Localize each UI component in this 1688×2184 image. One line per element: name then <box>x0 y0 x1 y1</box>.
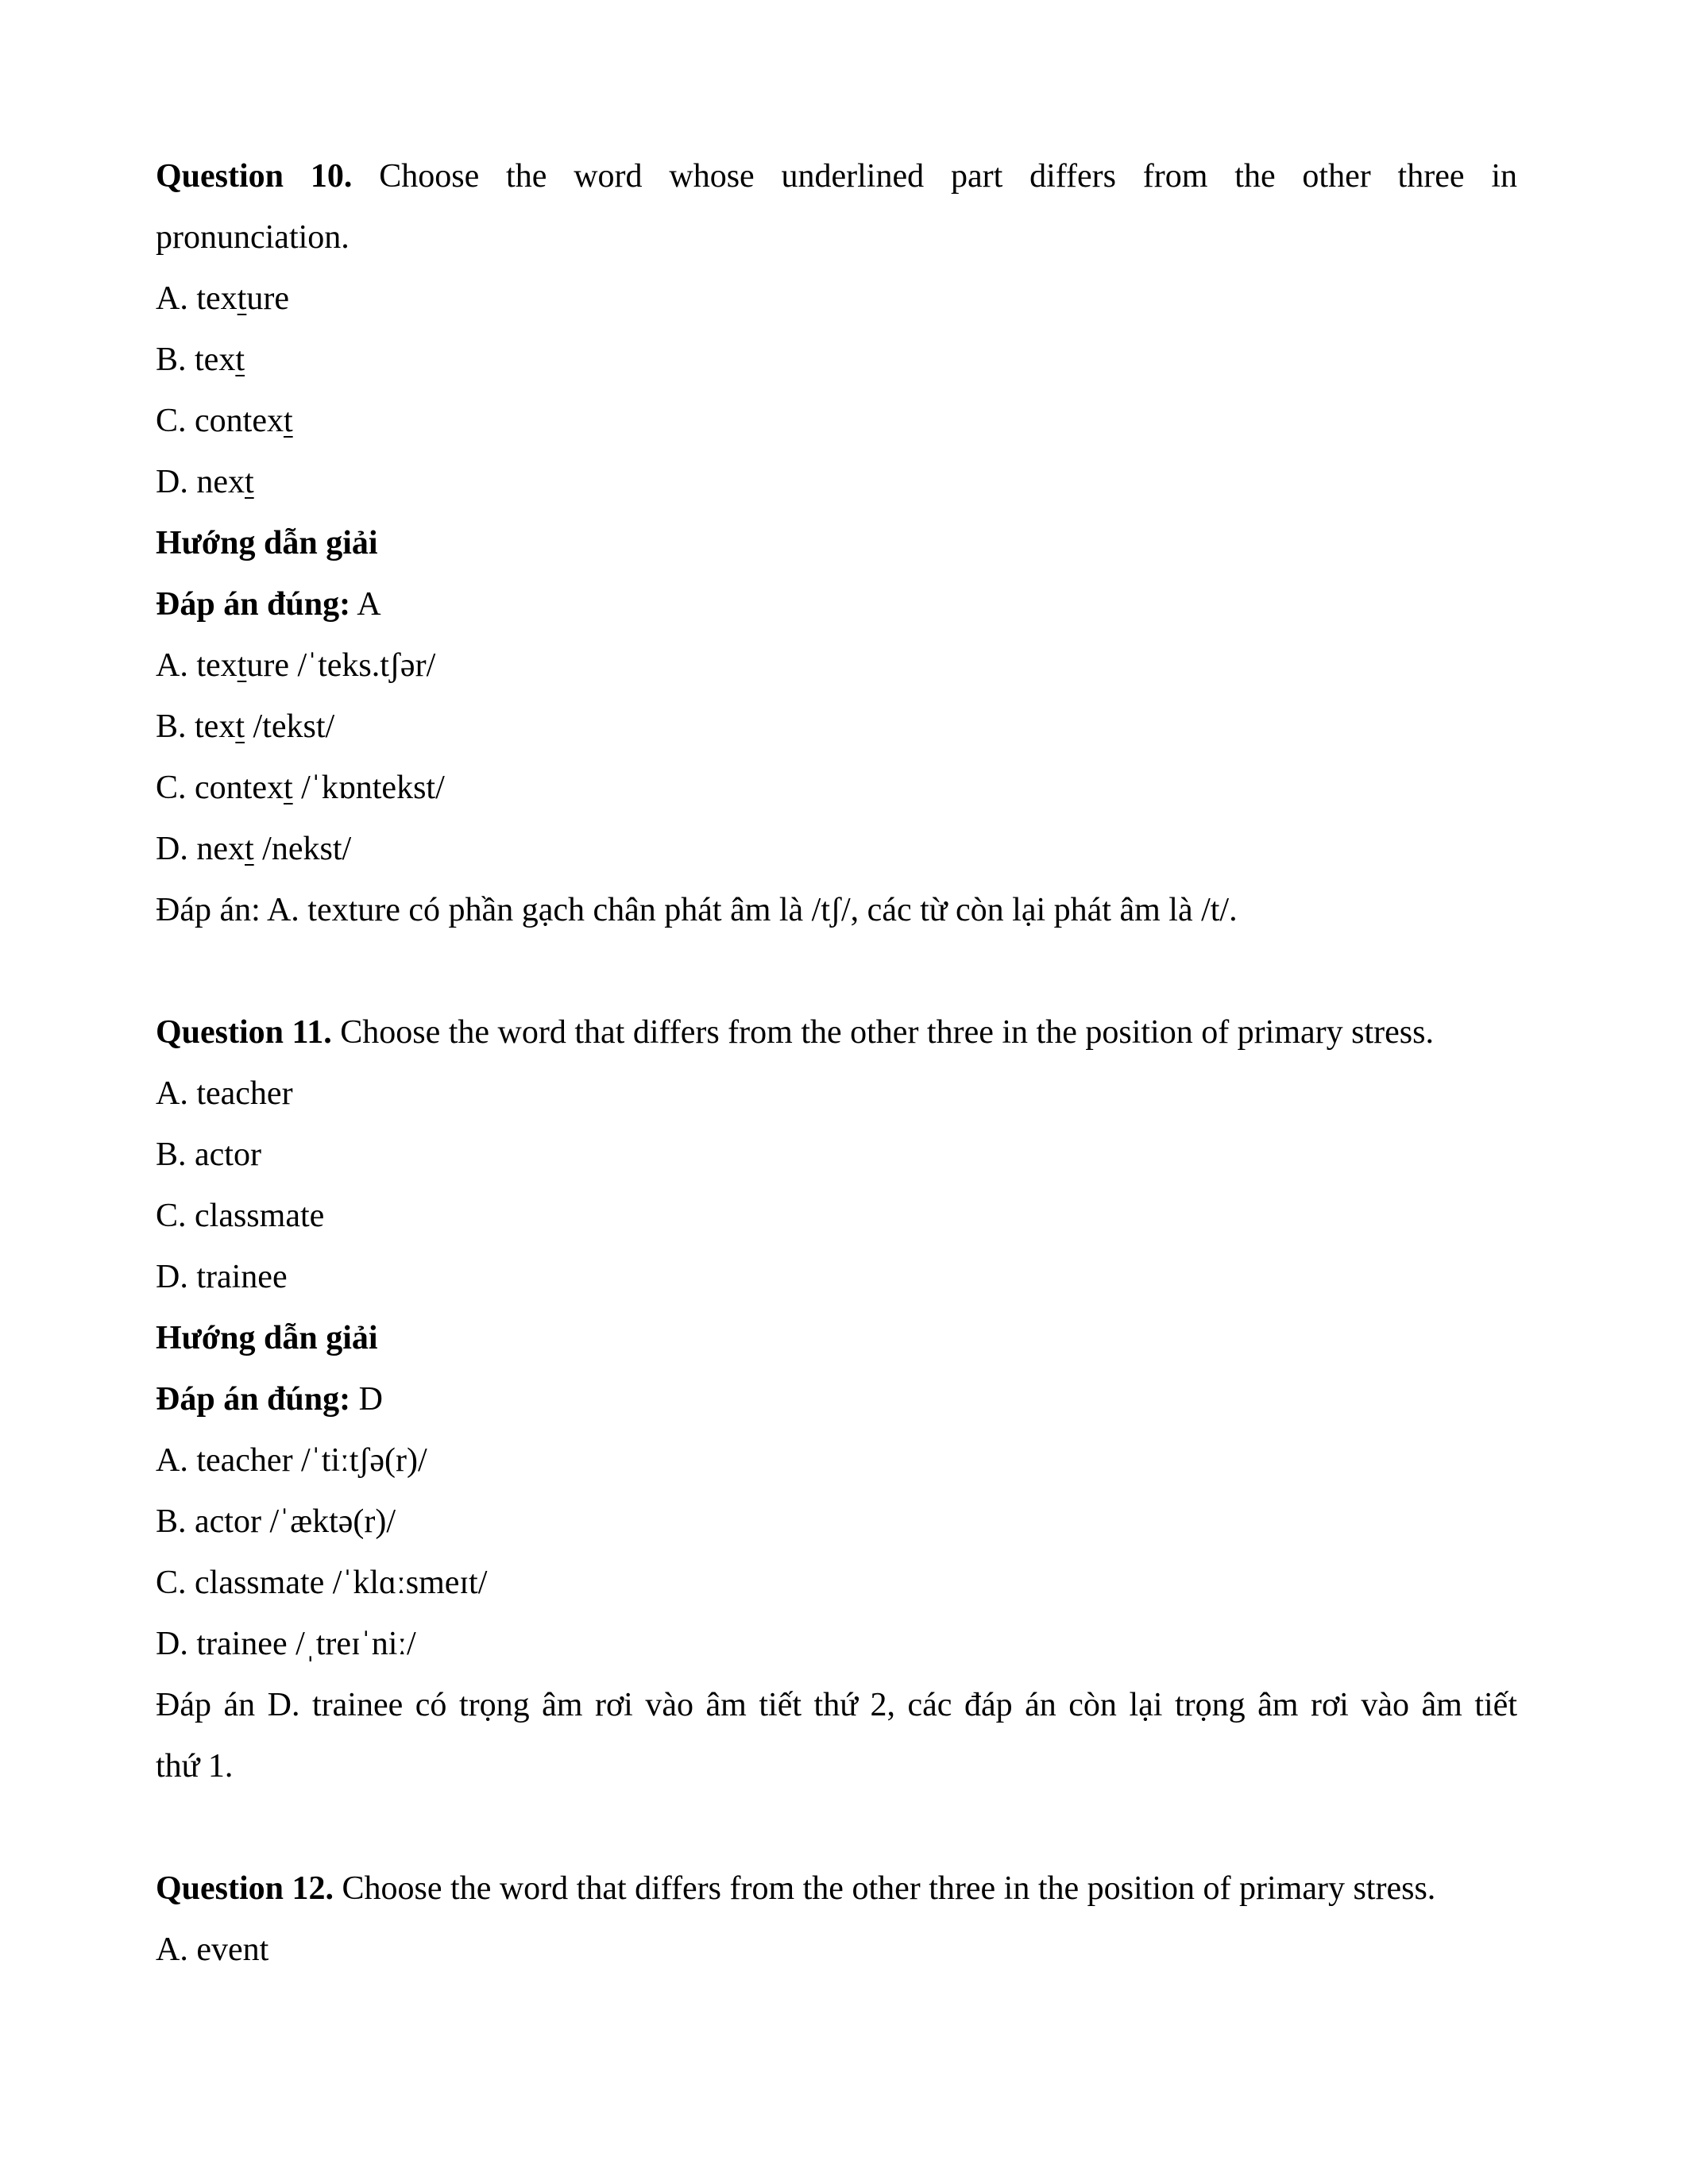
q11-conclusion: Đáp án D. trainee có trọng âm rơi vào âm tiết thứ 2, các đáp án còn lại trọng âm rơi vào âm tiết <box>156 1687 1517 1723</box>
q10-explanation-b: B. text /tekst/ <box>156 708 335 745</box>
q10-guide-heading: Hướng dẫn giải <box>156 525 378 561</box>
q10-answer: Đáp án đúng: A <box>156 586 381 623</box>
q10-option-a: A. texture <box>156 280 289 317</box>
q10-option-b: B. text <box>156 341 245 378</box>
q11-conclusion-cont: thứ 1. <box>156 1748 234 1785</box>
q11-explanation-c: C. classmate /ˈklɑːsmeɪt/ <box>156 1565 488 1601</box>
question-label: Question 10. <box>156 158 353 195</box>
q11-explanation-a: A. teacher /ˈtiːtʃə(r)/ <box>156 1442 427 1479</box>
q10-explanation-c: C. context /ˈkɒntekst/ <box>156 770 445 806</box>
spacer <box>156 941 1517 1002</box>
q11-option-c: C. classmate <box>156 1198 325 1234</box>
q10-option-c: C. context <box>156 403 293 439</box>
q10-explanation-a: A. texture /ˈteks.tʃər/ <box>156 647 436 684</box>
q11-prompt <box>156 1002 1517 1063</box>
q10-explanation-d: D. next /nekst/ <box>156 831 352 867</box>
q10-prompt-cont: pronunciation. <box>156 219 350 256</box>
q11-answer: Đáp án đúng: D <box>156 1381 383 1418</box>
question-label: Question 11. <box>156 1014 332 1051</box>
q10-conclusion: Đáp án: A. texture có phần gạch chân phát âm là /tʃ/, các từ còn lại phát âm là /t/. <box>156 892 1238 928</box>
q10-option-d: D. next <box>156 464 254 500</box>
spacer <box>156 1797 1517 1858</box>
q10-prompt <box>156 146 1517 207</box>
question-text: Choose the word that differs from the other three in the position of primary stress. <box>331 1014 1434 1051</box>
q11-option-d: D. trainee <box>156 1259 288 1295</box>
question-text: Choose the word whose underlined part differs from the other three in <box>352 158 1518 195</box>
q11-option-b: B. actor <box>156 1136 261 1173</box>
q11-explanation-d: D. trainee /ˌtreɪˈniː/ <box>156 1626 416 1662</box>
q11-guide-heading: Hướng dẫn giải <box>156 1320 378 1356</box>
q12-prompt <box>156 1858 1517 1920</box>
document-page <box>156 146 1517 1981</box>
q11-option-a: A. teacher <box>156 1075 293 1112</box>
question-text: Choose the word that differs from the other three in the position of primary stress. <box>334 1870 1436 1907</box>
q12-option-a: A. event <box>156 1931 269 1968</box>
q11-explanation-b: B. actor /ˈæktə(r)/ <box>156 1503 396 1540</box>
question-label: Question 12. <box>156 1870 334 1907</box>
